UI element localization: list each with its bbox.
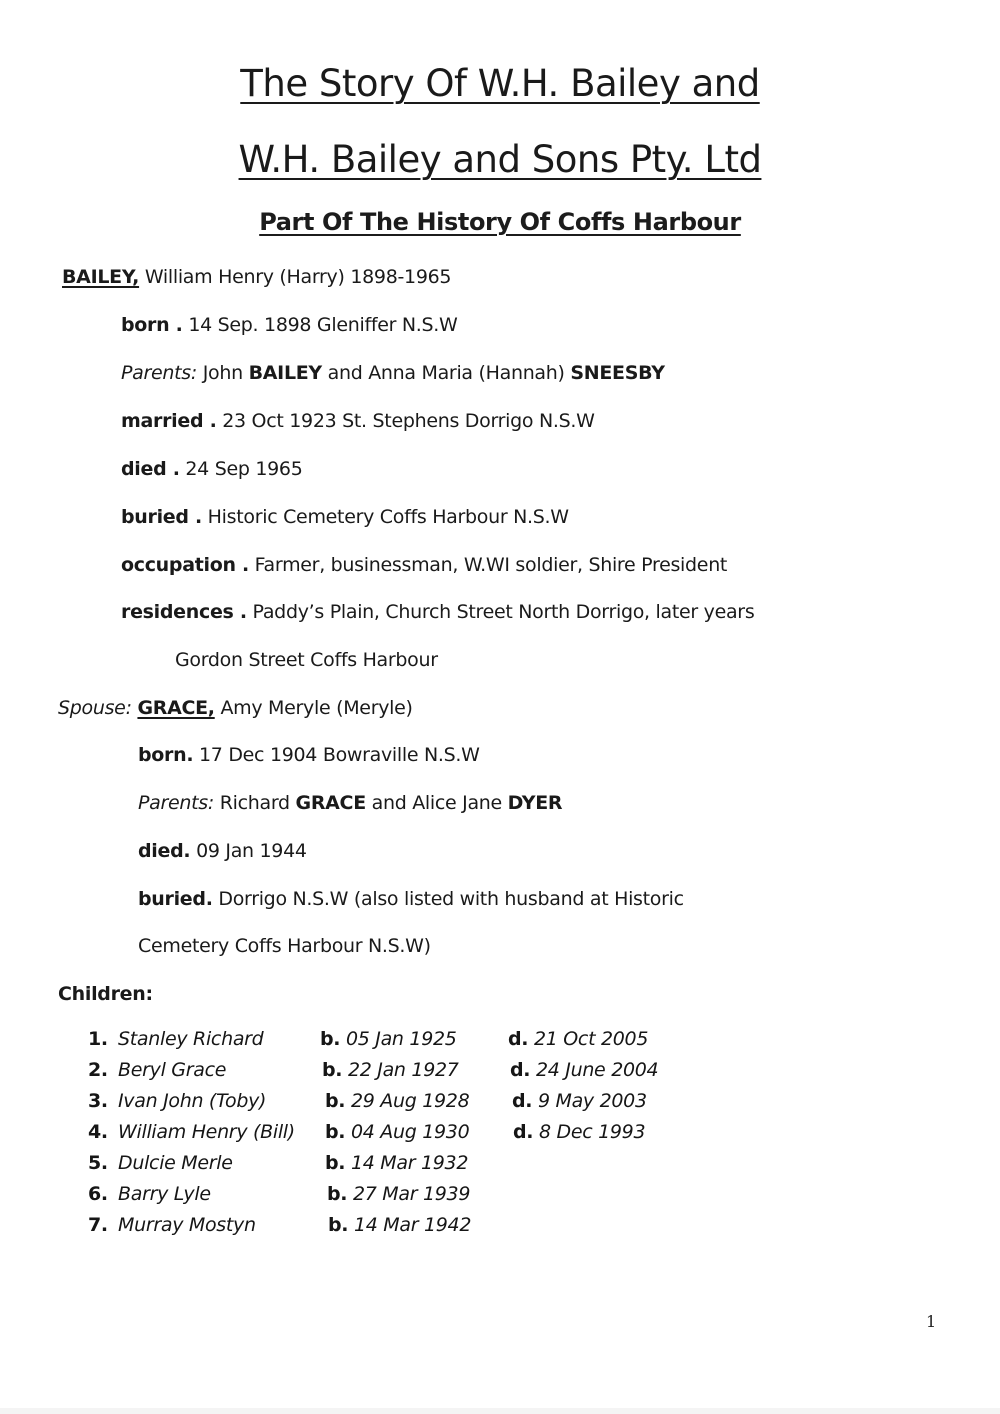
subject-died-line: died . 24 Sep 1965	[121, 458, 303, 480]
document-page: The Story Of W.H. Bailey and W.H. Bailey and Sons Pty. Ltd Part Of The History Of Coffs Harbour BAILEY, William Henry (Harry) 1898-1965 born . 14 Sep. 1898 Gleniffer N.S.W Parents: John BAILEY and Anna Maria (Hannah) SNEESBY married . 23 Oct 1923 St. Stephens Dorrigo N.S.W died . 24 Sep 1965 buried . Historic Cemetery Coffs Harbour N.S.W occupation . Farmer, businessman, W.WI soldier, Shire President residences . Paddy’s Plain, Church Street North Dorrigo, later years Gordon Street Coffs Harbour Spouse: GRACE, Amy Meryle (Meryle) born. 17 Dec 1904 Bowraville N.S.W Parents: Richard GRACE and Alice Jane DYER died. 09 Jan 1944 buried. Dorrigo N.S.W (also listed with husband at Historic Cemetery Coffs Harbour N.S.W) Children: 1. Stanley Richard b. 05 Jan 1925 d. 21 Oct 2005 2. Beryl Grace b. 22 Jan 1927 d. 24 June 2004 3. Ivan John (Toby) b. 29 Aug 1928 d. 9 May 2003 4. William Henry (Bill) b. 04 Aug 1930 d. 8 Dec 1993 5. Dulcie Merle b. 14 Mar 1932 6. Barry Lyle b. 27 Mar 1939 7. Murray Mostyn b. 14 Mar 1942 1	[0, 0, 1000, 1414]
children-heading: Children:	[58, 983, 153, 1005]
page-number: 1	[926, 1312, 937, 1331]
spouse-died-line: died. 09 Jan 1944	[138, 840, 307, 862]
subject-residences-cont: Gordon Street Coffs Harbour	[175, 649, 438, 671]
subject-married-line: married . 23 Oct 1923 St. Stephens Dorrigo N.S.W	[121, 410, 595, 432]
spouse-parents-line: Parents: Richard GRACE and Alice Jane DYER	[138, 792, 563, 814]
title-line-1: The Story Of W.H. Bailey and	[240, 62, 760, 105]
subject-name: William Henry (Harry) 1898-1965	[139, 266, 452, 288]
subject-born-line: born . 14 Sep. 1898 Gleniffer N.S.W	[121, 314, 458, 336]
subject-parents-line: Parents: John BAILEY and Anna Maria (Hannah) SNEESBY	[121, 362, 665, 384]
spouse-buried-cont: Cemetery Coffs Harbour N.S.W)	[138, 935, 431, 957]
subject-residences-line: residences . Paddy’s Plain, Church Street North Dorrigo, later years	[121, 601, 755, 623]
spouse-born-line: born. 17 Dec 1904 Bowraville N.S.W	[138, 744, 480, 766]
title-line-2: W.H. Bailey and Sons Pty. Ltd	[238, 138, 762, 181]
spouse-name-line: Spouse: GRACE, Amy Meryle (Meryle)	[58, 697, 413, 719]
subject-surname: BAILEY,	[62, 266, 140, 288]
page-edge	[0, 1408, 1000, 1414]
spouse-buried-line: buried. Dorrigo N.S.W (also listed with husband at Historic	[138, 888, 684, 910]
spouse-surname: GRACE,	[137, 697, 215, 719]
subject-buried-line: buried . Historic Cemetery Coffs Harbour N.S.W	[121, 506, 569, 528]
subject-name-line	[62, 266, 451, 288]
subtitle: Part Of The History Of Coffs Harbour	[259, 208, 741, 236]
subject-occupation-line: occupation . Farmer, businessman, W.WI soldier, Shire President	[121, 554, 728, 576]
spouse-name: Amy Meryle (Meryle)	[214, 697, 413, 719]
